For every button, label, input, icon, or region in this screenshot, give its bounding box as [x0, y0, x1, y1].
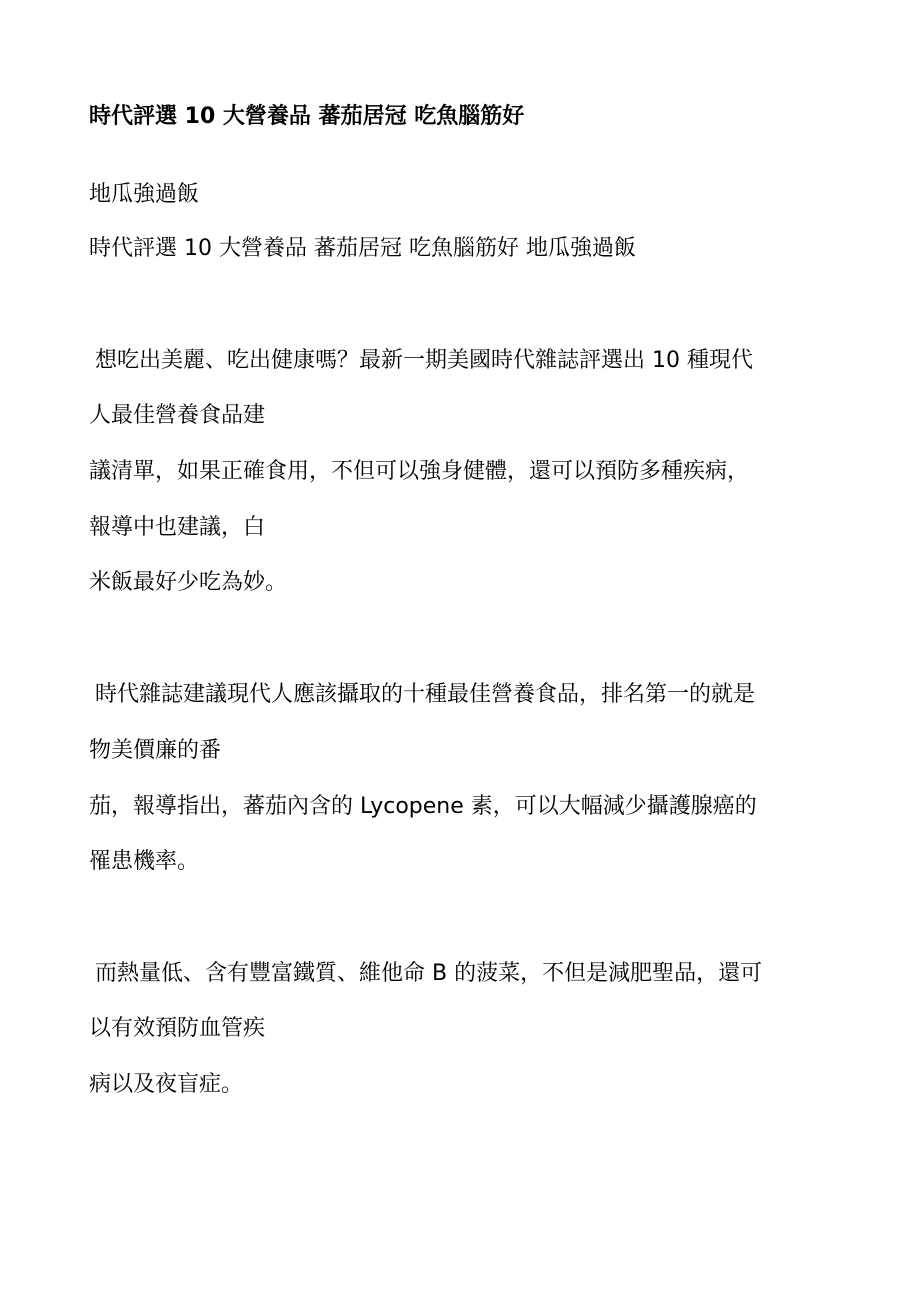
paragraph-line: 以有效預防血管疾 — [89, 1016, 266, 1041]
paragraph-line: 時代雜誌建議現代人應該攝取的十種最佳營養食品，排名第一的就是 — [95, 682, 756, 707]
document-title: 時代評選 10 大營養品 蕃茄居冠 吃魚腦筋好 — [89, 104, 525, 129]
paragraph-line: 病以及夜盲症。 — [89, 1072, 244, 1097]
paragraph-line: 報導中也建議，白 — [89, 515, 266, 540]
paragraph-line: 罹患機率。 — [89, 849, 200, 874]
document-title-continuation: 地瓜強過飯 — [89, 182, 200, 207]
paragraph-line: 米飯最好少吃為妙。 — [89, 570, 288, 595]
paragraph-line: 想吃出美麗、吃出健康嗎？最新一期美國時代雜誌評選出 10 種現代 — [95, 348, 753, 373]
paragraph-line: 茄，報導指出，蕃茄內含的 Lycopene 素，可以大幅減少攝護腺癌的 — [89, 794, 757, 819]
paragraph-line: 人最佳營養食品建 — [89, 403, 266, 428]
paragraph-line: 物美價廉的番 — [89, 738, 222, 763]
paragraph-line: 而熱量低、含有豐富鐵質、維他命 B 的菠菜，不但是減肥聖品，還可 — [95, 961, 763, 986]
document-subtitle: 時代評選 10 大營養品 蕃茄居冠 吃魚腦筋好 地瓜強過飯 — [89, 236, 636, 261]
paragraph-line: 議清單，如果正確食用，不但可以強身健體，還可以預防多種疾病， — [89, 459, 750, 484]
